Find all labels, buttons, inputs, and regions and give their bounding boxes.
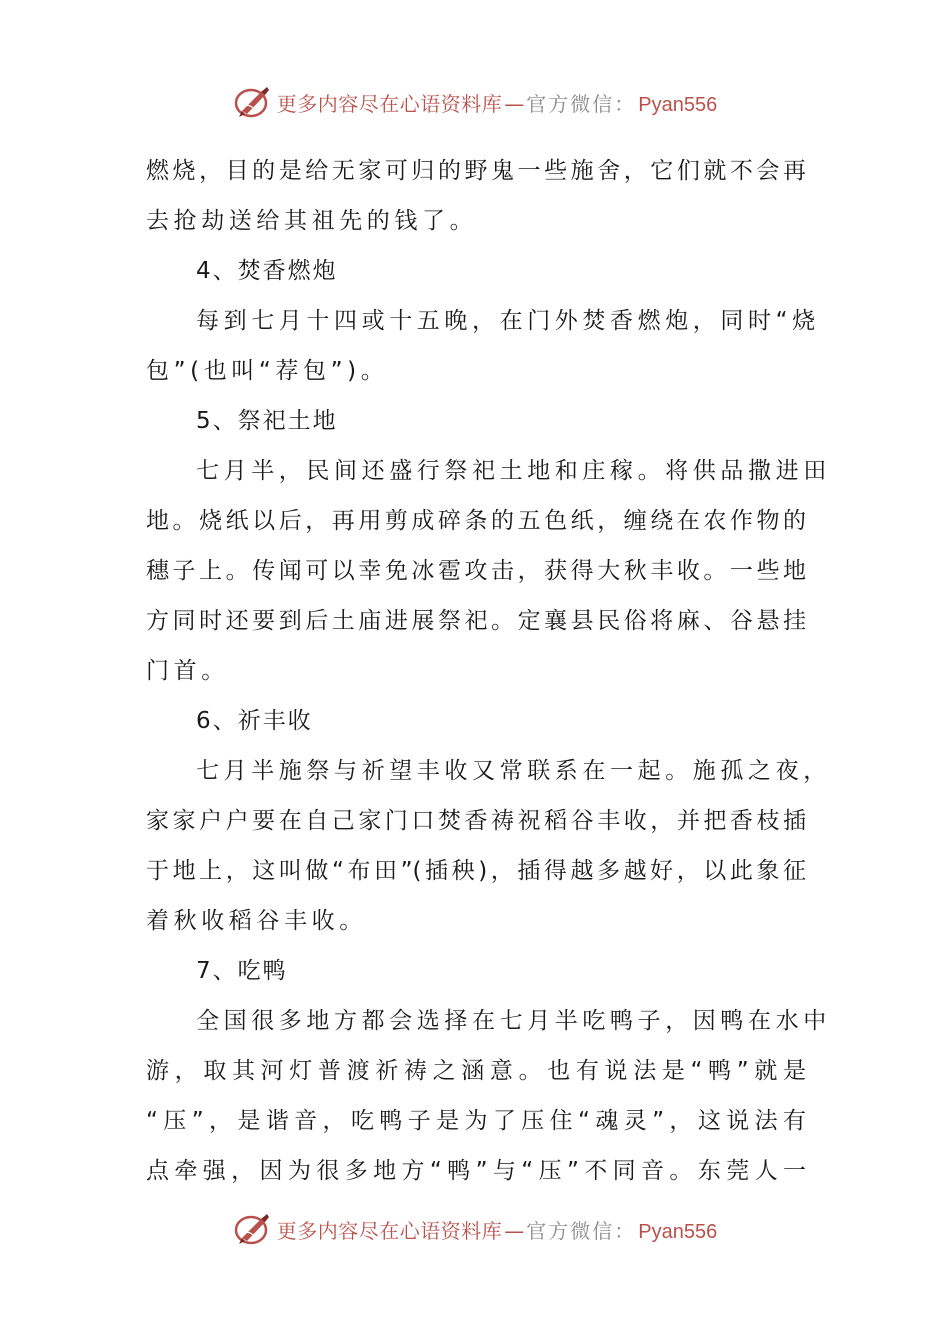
paragraph-line: 地。烧纸以后，再用剪成碎条的五色纸，缠绕在农作物的 [146,508,806,534]
paragraph-line: 燃烧，目的是给无家可归的野鬼一些施舍，它们就不会再 [146,158,806,184]
paragraph-line: 去抢劫送给其祖先的钱了。 [146,208,478,234]
paragraph-line: 游，取其河灯普渡祈祷之涵意。也有说法是“鸭”就是 [146,1058,806,1084]
banner-official-label: 官方微信： [526,91,637,116]
paragraph-line: 点牵强，因为很多地方“鸭”与“压”不同音。东莞人一 [146,1158,806,1184]
header-banner-text [277,88,717,117]
paragraph-line: 每到七月十四或十五晚，在门外焚香燃炮，同时“烧 [196,308,820,334]
footer-banner-text [277,1215,717,1244]
banner-main-text: 更多内容尽在心语资料库 [276,1218,503,1243]
section-heading-5: 5、祭祀土地 [196,408,338,434]
paragraph-line: 于地上，这叫做“布田”(插秧)，插得越多越好，以此象征 [146,858,806,884]
banner-official-label: 官方微信： [526,1218,637,1243]
paragraph-line: “压”，是谐音，吃鸭子是为了压住“魂灵”，这说法有 [146,1108,806,1134]
banner-wechat-id: Pyan556 [638,1220,718,1243]
paragraph-line: 着秋收稻谷丰收。 [146,908,367,934]
banner-dash: — [504,91,525,116]
paragraph-line: 家家户户要在自己家门口焚香祷祝稻谷丰收，并把香枝插 [146,808,806,834]
banner-dash: — [504,1218,525,1243]
section-heading-6: 6、祈丰收 [196,708,313,734]
paragraph-line: 门首。 [146,658,229,684]
document-body [146,146,831,1196]
header-banner [0,82,950,122]
section-heading-4: 4、焚香燃炮 [196,258,338,284]
paragraph-line: 全国很多地方都会选择在七月半吃鸭子，因鸭在水中 [196,1008,831,1034]
paragraph-line: 方同时还要到后土庙进展祭祀。定襄县民俗将麻、谷悬挂 [146,608,806,634]
paragraph-line: 七月半，民间还盛行祭祀土地和庄稼。将供品撒进田 [196,458,831,484]
footer-banner [0,1209,950,1249]
paragraph-line: 穗子上。传闻可以幸免冰雹攻击，获得大秋丰收。一些地 [146,558,806,584]
banner-main-text: 更多内容尽在心语资料库 [276,91,503,116]
banner-wechat-id: Pyan556 [638,93,718,116]
section-heading-7: 7、吃鸭 [196,958,288,984]
pen-logo-icon [233,1211,273,1247]
paragraph-line: 包”(也叫“荐包”)。 [146,358,389,384]
pen-logo-icon [233,84,273,120]
paragraph-line: 七月半施祭与祈望丰收又常联系在一起。施孤之夜， [196,758,831,784]
